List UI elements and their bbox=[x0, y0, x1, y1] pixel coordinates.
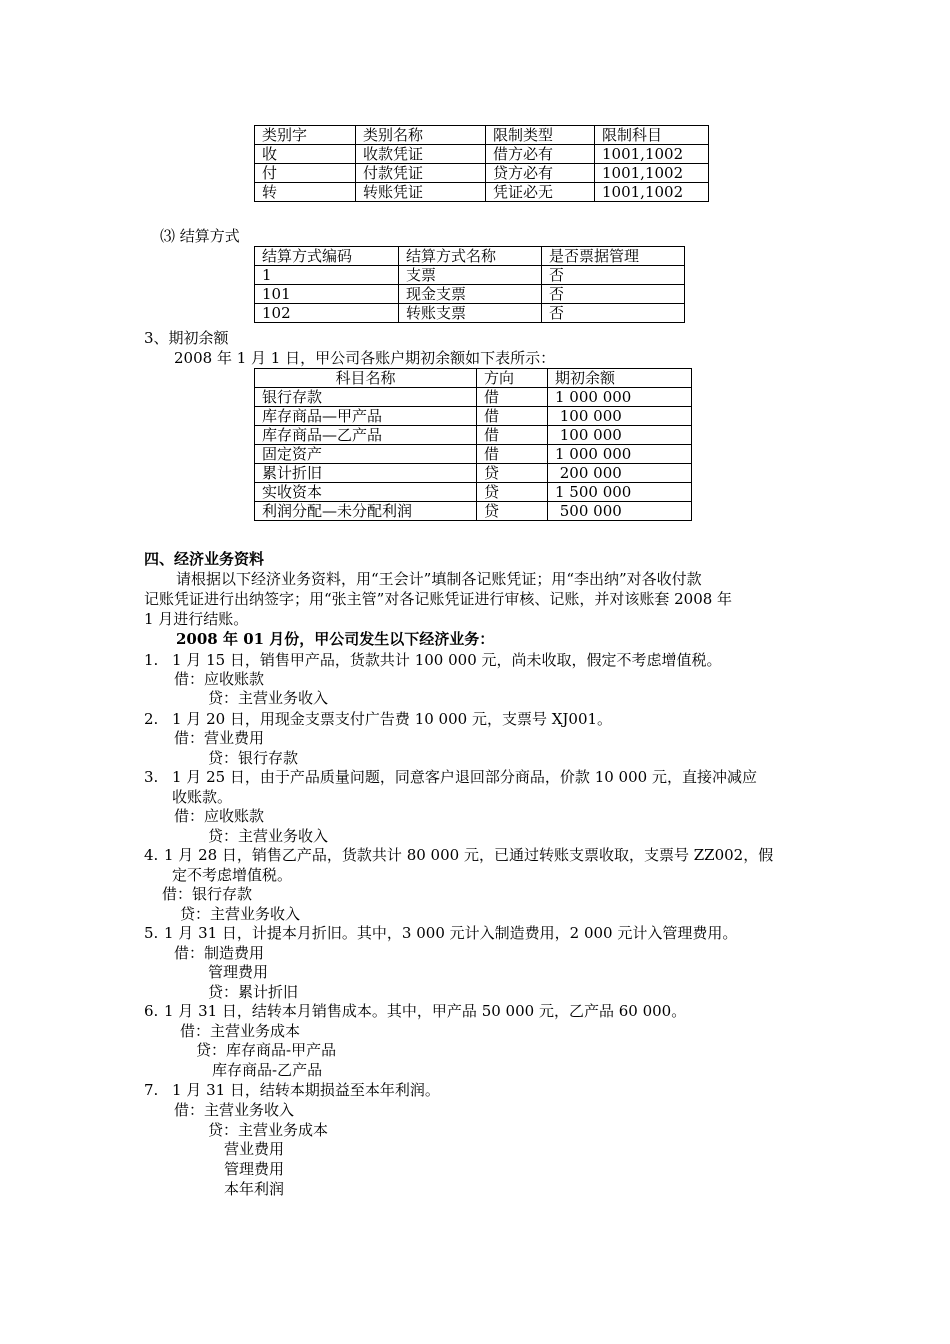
table-row bbox=[255, 304, 685, 323]
opening-balance-table bbox=[254, 368, 692, 521]
journal-debit: 借：制造费用 bbox=[174, 944, 265, 962]
table-cell: 转 bbox=[255, 183, 356, 202]
table-header-cell: 限制类型 bbox=[486, 126, 595, 145]
table-cell: 库存商品—乙产品 bbox=[255, 426, 477, 445]
journal-credit-cont: 管理费用 bbox=[224, 1160, 285, 1178]
table-header-cell: 方向 bbox=[477, 369, 548, 388]
journal-credit: 贷：主营业务收入 bbox=[208, 827, 329, 845]
settlement-table bbox=[254, 246, 685, 323]
item-text: 1 月 28 日，销售乙产品，货款共计 80 000 元，已通过转账支票收取，支票号 ZZ002，假 bbox=[164, 846, 774, 864]
journal-credit: 贷：主营业务成本 bbox=[208, 1121, 329, 1139]
table-row bbox=[255, 164, 709, 183]
table-cell: 银行存款 bbox=[255, 388, 477, 407]
item-number: 4. bbox=[144, 846, 159, 864]
table-cell: 借 bbox=[477, 445, 548, 464]
table-cell: 借方必有 bbox=[486, 145, 595, 164]
business-paragraph-line: 记账凭证进行出纳签字；用“张主管”对各记账凭证进行审核、记账，并对该账套 2008 年 bbox=[144, 590, 733, 608]
table-header-cell: 结算方式名称 bbox=[399, 247, 542, 266]
table-header-row bbox=[255, 247, 685, 266]
table-cell: 1 500 000 bbox=[548, 483, 692, 502]
settlement-heading: ⑶ 结算方式 bbox=[160, 227, 240, 245]
journal-debit-cont: 管理费用 bbox=[208, 963, 269, 981]
opening-heading: 3、期初余额 bbox=[144, 329, 229, 347]
table-cell: 100 000 bbox=[548, 426, 692, 445]
item-text: 1 月 20 日，用现金支票支付广告费 10 000 元，支票号 XJ001。 bbox=[172, 710, 613, 728]
table-cell: 1 000 000 bbox=[548, 445, 692, 464]
journal-credit: 贷：主营业务收入 bbox=[208, 689, 329, 707]
journal-credit: 贷：累计折旧 bbox=[208, 983, 299, 1001]
item-number: 6. bbox=[144, 1002, 159, 1020]
table-row bbox=[255, 266, 685, 285]
table-header-cell: 限制科目 bbox=[595, 126, 709, 145]
item-number: 3. bbox=[144, 768, 159, 786]
table-cell: 借 bbox=[477, 426, 548, 445]
business-paragraph-line: 1 月进行结账。 bbox=[144, 610, 249, 628]
table-header-cell: 科目名称 bbox=[255, 369, 477, 388]
voucher-type-table bbox=[254, 125, 709, 202]
table-row bbox=[255, 464, 692, 483]
item-text: 1 月 25 日，由于产品质量问题，同意客户退回部分商品，价款 10 000 元，直接冲减应 bbox=[172, 768, 757, 786]
table-cell: 收款凭证 bbox=[356, 145, 486, 164]
table-cell: 凭证必无 bbox=[486, 183, 595, 202]
table-cell: 收 bbox=[255, 145, 356, 164]
table-cell: 固定资产 bbox=[255, 445, 477, 464]
table-cell: 转账凭证 bbox=[356, 183, 486, 202]
table-cell: 转账支票 bbox=[399, 304, 542, 323]
journal-debit: 借：主营业务收入 bbox=[174, 1101, 295, 1119]
journal-debit: 借：应收账款 bbox=[174, 670, 265, 688]
table-header-row bbox=[255, 126, 709, 145]
item-number: 2. bbox=[144, 710, 159, 728]
table-cell: 累计折旧 bbox=[255, 464, 477, 483]
journal-credit-cont: 营业费用 bbox=[224, 1140, 285, 1158]
table-cell: 1 bbox=[255, 266, 399, 285]
business-paragraph-line: 请根据以下经济业务资料，用“王会计”填制各记账凭证；用“李出纳”对各收付款 bbox=[176, 570, 702, 588]
table-row bbox=[255, 445, 692, 464]
table-row bbox=[255, 483, 692, 502]
table-cell: 贷方必有 bbox=[486, 164, 595, 183]
table-cell: 否 bbox=[542, 285, 685, 304]
journal-credit-cont: 库存商品-乙产品 bbox=[212, 1061, 323, 1079]
table-header-row bbox=[255, 369, 692, 388]
table-cell: 100 000 bbox=[548, 407, 692, 426]
table-header-cell: 结算方式编码 bbox=[255, 247, 399, 266]
item-text: 1 月 31 日，结转本期损益至本年利润。 bbox=[172, 1081, 440, 1099]
table-row bbox=[255, 285, 685, 304]
table-cell: 1001,1002 bbox=[595, 145, 709, 164]
item-number: 1. bbox=[144, 651, 159, 669]
table-row bbox=[255, 502, 692, 521]
table-cell: 贷 bbox=[477, 464, 548, 483]
table-header-cell: 是否票据管理 bbox=[542, 247, 685, 266]
item-text-cont: 定不考虑增值税。 bbox=[172, 866, 293, 884]
table-cell: 付款凭证 bbox=[356, 164, 486, 183]
journal-debit: 借：应收账款 bbox=[174, 807, 265, 825]
item-number: 5. bbox=[144, 924, 159, 942]
table-row bbox=[255, 145, 709, 164]
table-cell: 贷 bbox=[477, 502, 548, 521]
business-heading: 四、经济业务资料 bbox=[144, 550, 265, 568]
table-cell: 500 000 bbox=[548, 502, 692, 521]
business-subheading: 2008 年 01 月份，甲公司发生以下经济业务： bbox=[176, 630, 495, 648]
table-row bbox=[255, 388, 692, 407]
journal-credit: 贷：主营业务收入 bbox=[180, 905, 301, 923]
journal-debit: 借：营业费用 bbox=[174, 729, 265, 747]
journal-credit: 贷：库存商品-甲产品 bbox=[196, 1041, 337, 1059]
table-cell: 1 000 000 bbox=[548, 388, 692, 407]
journal-debit: 借：主营业务成本 bbox=[180, 1022, 301, 1040]
table-cell: 利润分配—未分配利润 bbox=[255, 502, 477, 521]
table-header-cell: 期初余额 bbox=[548, 369, 692, 388]
item-text: 1 月 31 日，计提本月折旧。其中，3 000 元计入制造费用，2 000 元计入管理费用。 bbox=[164, 924, 738, 942]
table-cell: 贷 bbox=[477, 483, 548, 502]
journal-debit: 借：银行存款 bbox=[162, 885, 253, 903]
table-cell: 否 bbox=[542, 304, 685, 323]
journal-credit-cont: 本年利润 bbox=[224, 1180, 285, 1198]
item-text-cont: 收账款。 bbox=[172, 788, 233, 806]
table-cell: 否 bbox=[542, 266, 685, 285]
table-row bbox=[255, 407, 692, 426]
table-cell: 101 bbox=[255, 285, 399, 304]
table-cell: 付 bbox=[255, 164, 356, 183]
table-header-cell: 类别名称 bbox=[356, 126, 486, 145]
table-row bbox=[255, 183, 709, 202]
table-row bbox=[255, 426, 692, 445]
table-cell: 借 bbox=[477, 388, 548, 407]
table-cell: 实收资本 bbox=[255, 483, 477, 502]
table-cell: 借 bbox=[477, 407, 548, 426]
table-cell: 现金支票 bbox=[399, 285, 542, 304]
table-cell: 1001,1002 bbox=[595, 164, 709, 183]
journal-credit: 贷：银行存款 bbox=[208, 749, 299, 767]
table-header-cell: 类别字 bbox=[255, 126, 356, 145]
table-cell: 200 000 bbox=[548, 464, 692, 483]
item-number: 7. bbox=[144, 1081, 159, 1099]
table-cell: 支票 bbox=[399, 266, 542, 285]
table-cell: 库存商品—甲产品 bbox=[255, 407, 477, 426]
item-text: 1 月 15 日，销售甲产品，货款共计 100 000 元，尚未收取，假定不考虑增值税。 bbox=[172, 651, 722, 669]
opening-intro: 2008 年 1 月 1 日，甲公司各账户期初余额如下表所示： bbox=[174, 349, 556, 367]
item-text: 1 月 31 日，结转本月销售成本。其中，甲产品 50 000 元，乙产品 60 000。 bbox=[164, 1002, 687, 1020]
table-cell: 102 bbox=[255, 304, 399, 323]
table-cell: 1001,1002 bbox=[595, 183, 709, 202]
